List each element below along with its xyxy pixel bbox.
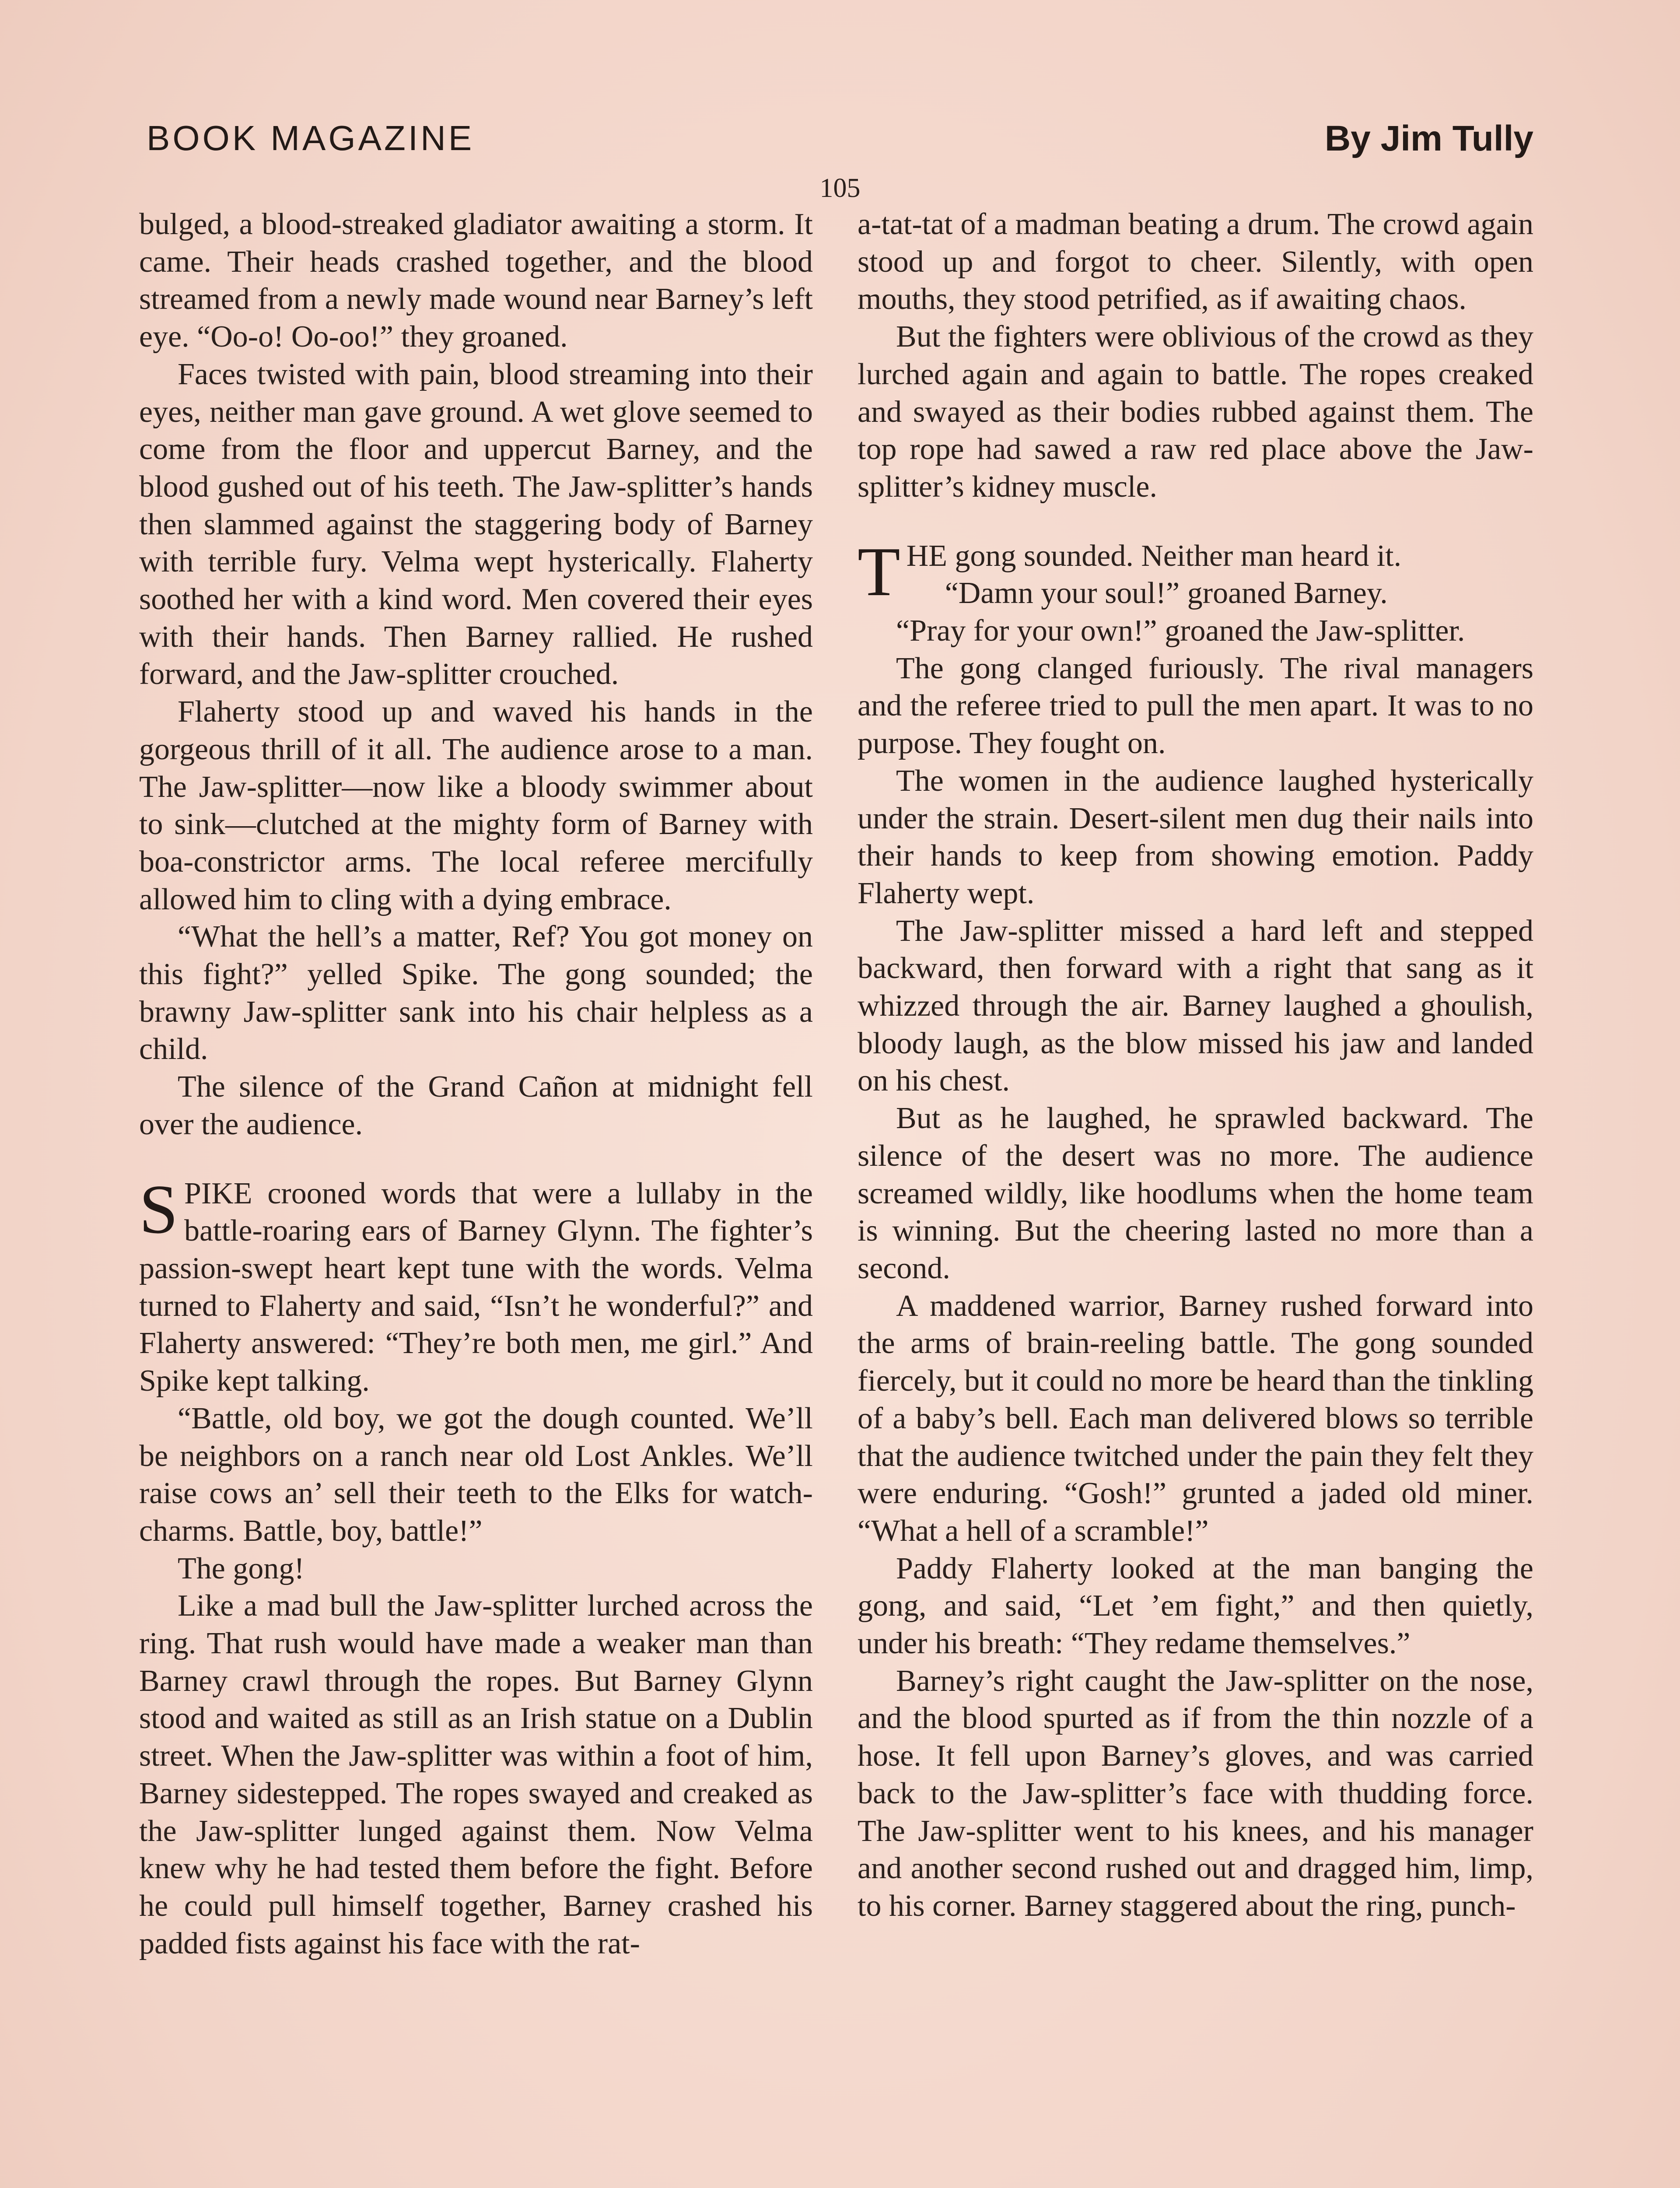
paragraph-text: PIKE crooned words that were a lullaby in the battle-roaring ears of Barney Glynn. The fighter’s passion-swept heart kept tune with the words. Velma turned to Flaherty and said, “Isn’t he wonderful?” and Flaherty answered: “They’re both men, me girl.” And Spike kept talking. (139, 1176, 813, 1398)
paragraph-text: The silence of the Grand Cañon at midnight fell over the audience. (139, 1070, 813, 1141)
paragraph-text: The gong clanged furiously. The rival managers and the referee tried to pull the men apart. It was to no purpose. They fought on. (858, 651, 1533, 761)
paragraph-text: “Pray for your own!” groaned the Jaw-splitter. (896, 614, 1465, 648)
page-number: 105 (819, 173, 861, 203)
paragraph (139, 1068, 813, 1143)
section-opening-paragraph (139, 1170, 813, 1400)
publication-title: BOOK MAGAZINE (147, 119, 475, 158)
paragraph (139, 1400, 813, 1550)
paragraph-text: But as he laughed, he sprawled backward. The silence of the desert was no more. The audience screamed wildly, like hoodlums when the home team is winning. But the cheering lasted no more than a second. (858, 1101, 1533, 1285)
paragraph-text: Faces twisted with pain, blood streaming into their eyes, neither man gave ground. A wet glove seemed to come from the floor and uppercut Barney, and the blood gushed out of his teeth. The Jaw-splitter’s hands then slammed against the staggering body of Barney with terrible fury. Velma wept hysterically. Flaherty soothed her with a kind word. Men covered their eyes with their hands. Then Barney rallied. He rushed forward, and the Jaw-splitter crouched. (139, 357, 813, 691)
paragraph (858, 575, 1533, 612)
paragraph (139, 693, 813, 918)
paragraph-text: a-tat-tat of a madman beating a drum. The crowd again stood up and forgot to cheer. Silently, with open mouths, they stood petrified, as if awaiting chaos. (858, 207, 1533, 316)
paragraph-text: The women in the audience laughed hysterically under the strain. Desert-silent men dug their nails into their hands to keep from showing emotion. Paddy Flaherty wept. (858, 764, 1533, 910)
paragraph (858, 912, 1533, 1100)
paragraph (858, 1287, 1533, 1550)
paragraph (858, 1550, 1533, 1662)
paragraph (858, 612, 1533, 650)
paragraph-text: “Battle, old boy, we got the dough counted. We’ll be neighbors on a ranch near old Lost Ankles. We’ll raise cows an’ sell their teeth to the Elks for watch-charms. Battle, boy, battle!” (139, 1401, 813, 1548)
paragraph-text: The gong! (178, 1551, 304, 1585)
paragraph (858, 206, 1533, 318)
running-header (147, 118, 1533, 166)
right-text-column (858, 206, 1533, 1925)
paragraph-text: “What the hell’s a matter, Ref? You got money on this fight?” yelled Spike. The gong sounded; the brawny Jaw-splitter sank into his chair helpless as a child. (139, 920, 813, 1066)
paragraph-text: Barney’s right caught the Jaw-splitter on the nose, and the blood spurted as if from the thin nozzle of a hose. It fell upon Barney’s gloves, and was carried back to the Jaw-splitter’s face with thudding force. The Jaw-splitter went to his knees, and his manager and another second rushed out and dragged him, limp, to his corner. Barney staggered about the ring, punch- (858, 1664, 1533, 1923)
paragraph-text: A maddened warrior, Barney rushed forward into the arms of brain-reeling battle. The gong sounded fiercely, but it could no more be heard than the tinkling of a baby’s bell. Each man delivered blows so terrible that the audience twitched under the pain they felt they were enduring. “Gosh!” grunted a jaded old miner. “What a hell of a scramble!” (858, 1289, 1533, 1548)
left-text-column (139, 206, 813, 1962)
paragraph (139, 356, 813, 693)
paragraph (139, 918, 813, 1068)
paragraph (858, 1100, 1533, 1287)
drop-cap: S (139, 1170, 178, 1248)
paragraph (139, 1587, 813, 1962)
author-byline: By Jim Tully (1325, 119, 1533, 158)
paragraph (139, 1550, 813, 1588)
paragraph-text: HE gong sounded. Neither man heard it. (906, 539, 1402, 573)
paragraph-text: But the fighters were oblivious of the crowd as they lurched again and again to battle. The ropes creaked and swayed as their bodies rubbed against them. The top rope had sawed a raw red place above the Jaw-splitter’s kidney muscle. (858, 320, 1533, 504)
paragraph (139, 206, 813, 356)
paragraph-text: The Jaw-splitter missed a hard left and stepped backward, then forward with a right that sang as it whizzed through the air. Barney laughed a ghoulish, bloody laugh, as the blow missed his jaw and landed on his chest. (858, 914, 1533, 1098)
paragraph-text: Like a mad bull the Jaw-splitter lurched across the ring. That rush would have made a weaker man than Barney crawl through the ropes. But Barney Glynn stood and waited as still as an Irish statue on a Dublin street. When the Jaw-splitter was within a foot of him, Barney sidestepped. The ropes swayed and creaked as the Jaw-splitter lunged against them. Now Velma knew why he had tested them before the fight. Before he could pull himself together, Barney crashed his padded fists against his face with the rat- (139, 1589, 813, 1960)
paragraph (858, 650, 1533, 762)
paragraph (858, 1662, 1533, 1925)
paragraph (858, 762, 1533, 912)
paragraph-text: Paddy Flaherty looked at the man banging the gong, and said, “Let ’em fight,” and then quietly, under his breath: “They redame themselves.” (858, 1551, 1533, 1661)
drop-cap: T (858, 532, 900, 610)
paragraph-text: “Damn your soul!” groaned Barney. (945, 576, 1388, 610)
paragraph-text: Flaherty stood up and waved his hands in the gorgeous thrill of it all. The audience arose to a man. The Jaw-splitter—now like a bloody swimmer about to sink—clutched at the mighty form of Barney with boa-constrictor arms. The local referee mercifully allowed him to cling with a dying embrace. (139, 695, 813, 916)
paragraph-text: bulged, a blood-streaked gladiator awaiting a storm. It came. Their heads crashed together, and the blood streamed from a newly made wound near Barney’s left eye. “Oo-o! Oo-oo!” they groaned. (139, 207, 813, 354)
paragraph (858, 318, 1533, 506)
